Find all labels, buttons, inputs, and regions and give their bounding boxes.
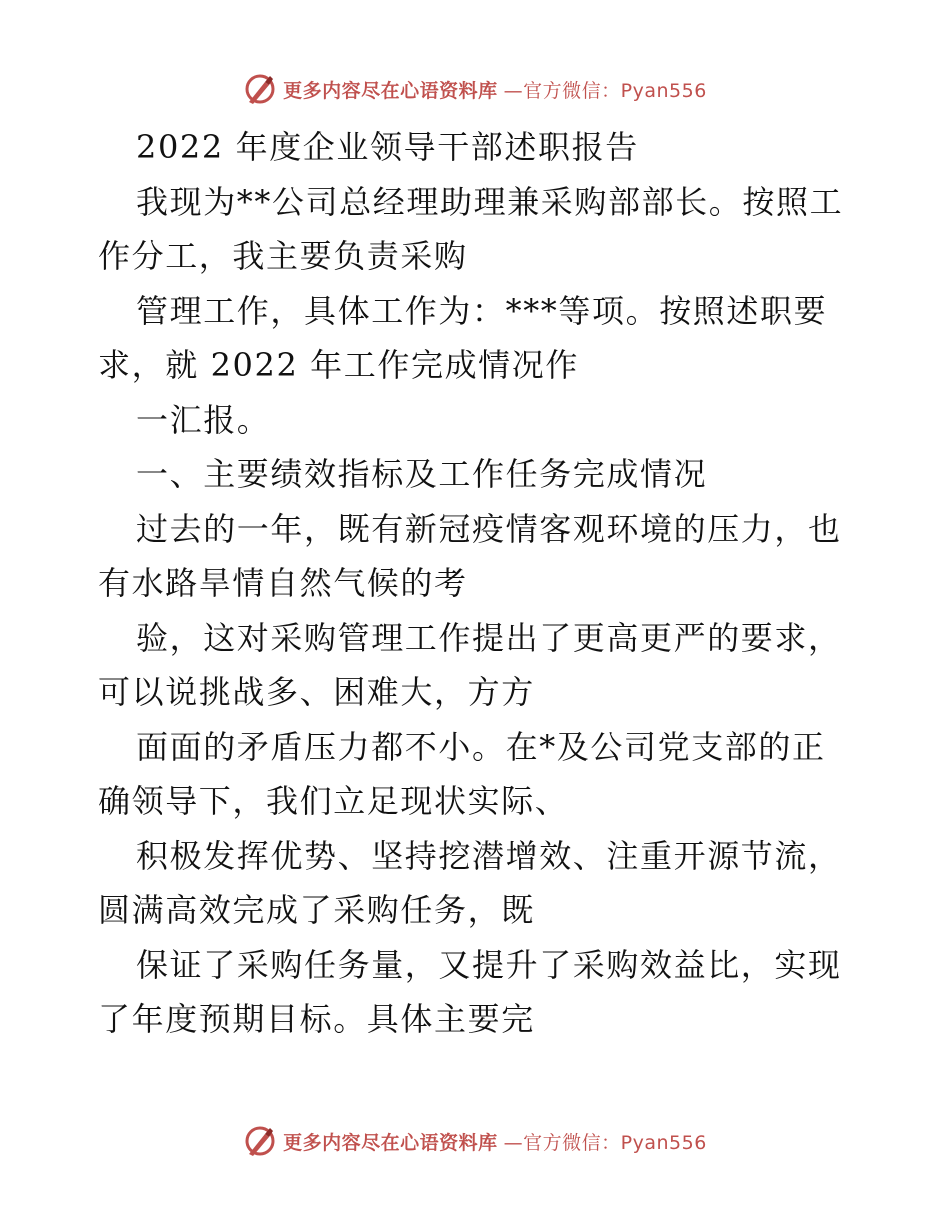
- pen-logo-icon: [243, 1124, 277, 1158]
- watermark-contact: —官方微信：Pyan556: [503, 1131, 707, 1154]
- paragraph-line: 确领导下，我们立足现状实际、: [98, 782, 569, 820]
- pen-logo-icon: [243, 72, 277, 106]
- paragraph-line: 过去的一年，既有新冠疫情客观环境的压力，也: [136, 509, 842, 548]
- paragraph-line: 求，就 2022 年工作完成情况作: [98, 346, 579, 384]
- paragraph-line: 积极发挥优势、坚持挖潜增效、注重开源节流，: [136, 836, 842, 875]
- document-body: [98, 120, 858, 1047]
- paragraph-line: 作分工，我主要负责采购: [98, 237, 468, 275]
- paragraph-line: 一汇报。: [136, 400, 271, 439]
- paragraph-line: 保证了采购任务量，又提升了采购效益比，实现: [136, 945, 842, 984]
- document-title: 2022 年度企业领导干部述职报告: [136, 128, 639, 166]
- watermark-footer: [0, 1124, 950, 1158]
- paragraph-line: 可以说挑战多、困难大，方方: [98, 673, 535, 711]
- paragraph-line: 有水路旱情自然气候的考: [98, 564, 468, 602]
- paragraph-line: 圆满高效完成了采购任务，既: [98, 891, 535, 929]
- paragraph-line: 面面的矛盾压力都不小。在*及公司党支部的正: [136, 727, 826, 766]
- watermark-text: 更多内容尽在心语资料库: [283, 79, 498, 102]
- paragraph-line: 验，这对采购管理工作提出了更高更严的要求，: [136, 618, 842, 657]
- paragraph-line: 我现为**公司总经理助理兼采购部部长。按照工: [136, 182, 844, 221]
- paragraph-line: 了年度预期目标。具体主要完: [98, 1000, 535, 1038]
- section-heading: 一、主要绩效指标及工作任务完成情况: [136, 455, 708, 493]
- paragraph-line: 管理工作，具体工作为：***等项。按照述职要: [136, 291, 828, 330]
- watermark-text: 更多内容尽在心语资料库: [283, 1131, 498, 1154]
- watermark-contact: —官方微信：Pyan556: [503, 79, 707, 102]
- watermark-header: [0, 72, 950, 106]
